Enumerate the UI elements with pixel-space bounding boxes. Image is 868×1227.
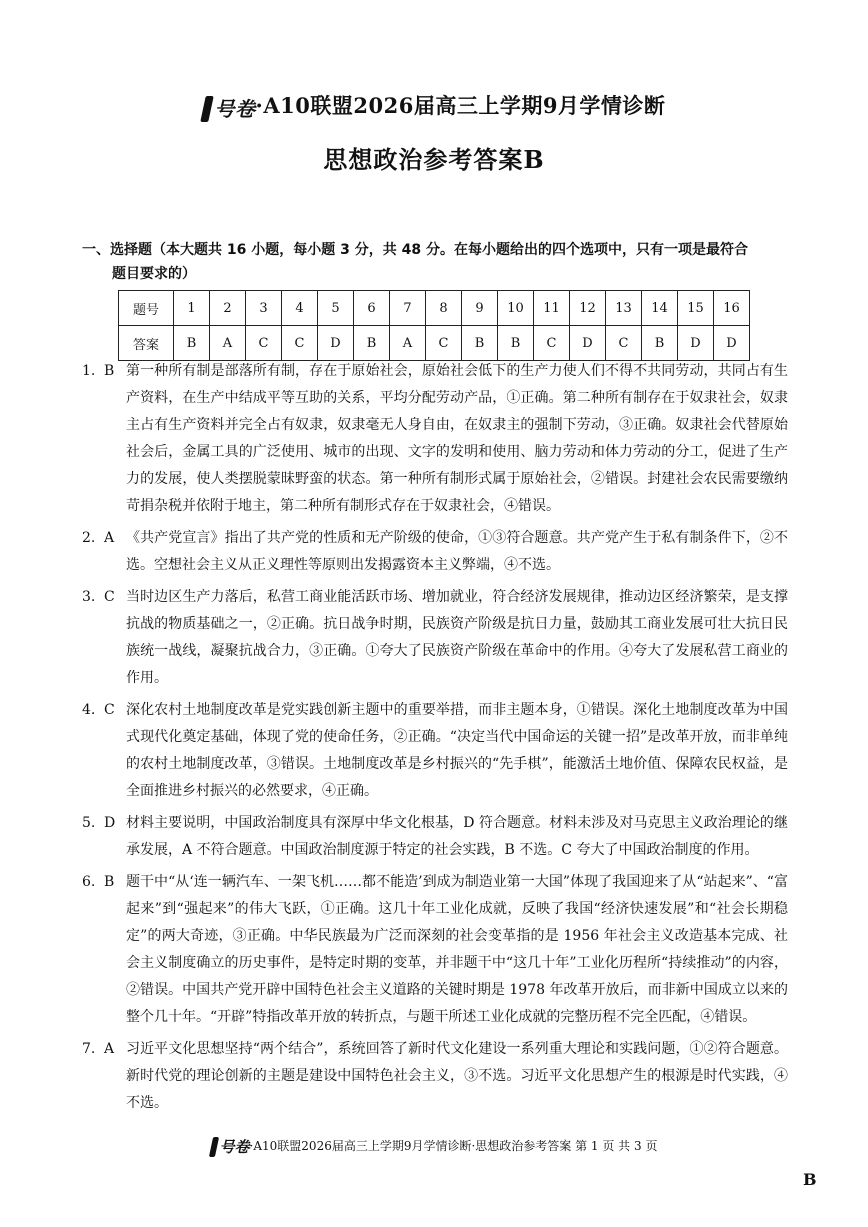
item-answer: C <box>104 702 115 718</box>
answer-cell: A <box>390 326 426 361</box>
footer-logo-text: 号卷 <box>219 1138 250 1156</box>
answer-table <box>118 290 750 361</box>
row-label-question-number: 题号 <box>119 291 174 326</box>
question-number-cell: 10 <box>498 291 534 326</box>
answer-cell: D <box>570 326 606 361</box>
item-answer: B <box>104 874 115 890</box>
item-explanation: 材料主要说明，中国政治制度具有深厚中华文化根基，D 符合题意。材料未涉及对马克思主义政治理论的继承发展，A 不符合题意。中国政治制度源于特定的社会实践，B 不选。C 夸大了中国政治制度的作用。 <box>126 815 788 858</box>
item-number: 2. <box>82 530 96 546</box>
item-answer: D <box>104 815 116 831</box>
item-answer: A <box>104 1041 115 1057</box>
answer-cell: C <box>606 326 642 361</box>
question-number-cell: 13 <box>606 291 642 326</box>
item-number: 5. <box>82 815 96 831</box>
item-explanation: 深化农村土地制度改革是党实践创新主题中的重要举措，而非主题本身，①错误。深化土地制度改革为中国式现代化奠定基础，体现了党的使命任务，②正确。“决定当代中国命运的关键一招”是改革开放，而非单纯的农村土地制度改革，③错误。土地制度改革是乡村振兴的“先手棋”，能激活土地价值、保障农民权益，是全面推进乡村振兴的必然要求，④正确。 <box>126 702 788 799</box>
question-number-cell: 5 <box>318 291 354 326</box>
explanation-list <box>82 358 788 1122</box>
answer-cell: D <box>318 326 354 361</box>
answer-cell: D <box>678 326 714 361</box>
answer-cell: B <box>174 326 210 361</box>
item-answer: B <box>104 363 115 379</box>
item-explanation: 第一种所有制是部落所有制，存在于原始社会，原始社会低下的生产力使人们不得不共同劳动，共同占有生产资料，在生产中结成平等互助的关系，平均分配劳动产品，①正确。第二种所有制存在于奴隶社会，奴隶主占有生产资料并完全占有奴隶，奴隶毫无人身自由，在奴隶主的强制下劳动，③正确。奴隶社会代替原始社会后，金属工具的广泛使用、城市的出现、文字的发明和使用、脑力劳动和体力劳动的分工，促进了生产力的发展，使人类摆脱蒙昧野蛮的状态。第一种所有制形式属于原始社会，②错误。封建社会农民需要缴纳苛捐杂税并依附于地主，第二种所有制形式存在于奴隶社会，④错误。 <box>126 363 788 514</box>
explanation-item <box>82 697 788 805</box>
footer-logo <box>211 1136 250 1157</box>
question-number-cell: 4 <box>282 291 318 326</box>
answer-cell: C <box>282 326 318 361</box>
item-number: 1. <box>82 363 96 379</box>
table-row-question-numbers <box>119 291 750 326</box>
question-number-cell: 2 <box>210 291 246 326</box>
answer-cell: B <box>462 326 498 361</box>
exam-title <box>0 90 868 122</box>
answer-cell: B <box>642 326 678 361</box>
answer-cell: C <box>534 326 570 361</box>
exam-title-text: ·A10联盟2026届高三上学期9月学情诊断 <box>255 93 666 118</box>
question-number-cell: 6 <box>354 291 390 326</box>
question-number-cell: 1 <box>174 291 210 326</box>
answer-cell: B <box>498 326 534 361</box>
version-mark: B <box>803 1170 817 1189</box>
section-heading-line2: 题目要求的） <box>112 266 196 282</box>
item-number: 6. <box>82 874 96 890</box>
logo-text: 号卷 <box>214 97 256 121</box>
question-number-cell: 12 <box>570 291 606 326</box>
answer-cell: D <box>714 326 750 361</box>
section-heading <box>82 238 792 286</box>
item-explanation: 题干中“从‘连一辆汽车、一架飞机……都不能造’到成为制造业第一大国”体现了我国迎来了从“站起来”、“富起来”到“强起来”的伟大飞跃，①正确。这几十年工业化成就，反映了我国“经济快速发展”和“社会长期稳定”的两大奇迹，③正确。中华民族最为广泛而深刻的社会变革指的是 1956 年社会主义改造基本完成、社会主义制度确立的历史事件，是特定时期的变革，并非题干中“这几十年”工业化历程所“持续推动”的内容，②错误。中国共产党开辟中国特色社会主义道路的关键时期是 1978 年改革开放后，而非新中国成立以来的整个几十年。“开辟”特指改革开放的转折点，与题干所述工业化成就的完整历程不完全匹配，④错误。 <box>126 874 788 1025</box>
item-explanation: 当时边区生产力落后，私营工商业能活跃市场、增加就业，符合经济发展规律，推动边区经济繁荣，是支撑抗战的物质基础之一，②正确。抗日战争时期，民族资产阶级是抗日力量，鼓励其工商业发展可壮大抗日民族统一战线，凝聚抗战合力，③正确。①夸大了民族资产阶级在革命中的作用。④夸大了发展私营工商业的作用。 <box>126 589 788 686</box>
item-answer: C <box>104 589 115 605</box>
question-number-cell: 15 <box>678 291 714 326</box>
explanation-item <box>82 810 788 864</box>
question-number-cell: 3 <box>246 291 282 326</box>
answer-cell: B <box>354 326 390 361</box>
explanation-item <box>82 869 788 1031</box>
footer-logo-bar-mark <box>208 1137 218 1157</box>
question-number-cell: 7 <box>390 291 426 326</box>
explanation-item <box>82 358 788 520</box>
item-number: 3. <box>82 589 96 605</box>
brand-logo <box>203 93 256 122</box>
page-footer <box>0 1136 868 1157</box>
question-number-cell: 9 <box>462 291 498 326</box>
answer-cell: A <box>210 326 246 361</box>
section-heading-line1: 一、选择题（本大题共 16 小题，每小题 3 分，共 48 分。在每小题给出的四个选项中，只有一项是最符合 <box>82 242 748 258</box>
explanation-item <box>82 1036 788 1117</box>
logo-bar-mark <box>200 96 214 122</box>
question-number-cell: 14 <box>642 291 678 326</box>
answer-cell: C <box>246 326 282 361</box>
row-label-answer: 答案 <box>119 326 174 361</box>
answer-cell: C <box>426 326 462 361</box>
document-subtitle: 思想政治参考答案B <box>323 145 545 174</box>
table-row-answers <box>119 326 750 361</box>
item-explanation: 习近平文化思想坚持“两个结合”，系统回答了新时代文化建设一系列重大理论和实践问题，①②符合题意。新时代党的理论创新的主题是建设中国特色社会主义，③不选。习近平文化思想产生的根源是时代实践，④不选。 <box>126 1041 788 1111</box>
item-number: 7. <box>82 1041 96 1057</box>
explanation-item <box>82 584 788 692</box>
footer-text: ·A10联盟2026届高三上学期9月学情诊断·思想政治参考答案 第 1 页 共 3 页 <box>249 1139 658 1153</box>
explanation-item <box>82 525 788 579</box>
question-number-cell: 16 <box>714 291 750 326</box>
item-explanation: 《共产党宣言》指出了共产党的性质和无产阶级的使命，①③符合题意。共产党产生于私有制条件下，②不选。空想社会主义从正义理性等原则出发揭露资本主义弊端，④不选。 <box>126 530 788 573</box>
item-answer: A <box>104 530 115 546</box>
question-number-cell: 11 <box>534 291 570 326</box>
question-number-cell: 8 <box>426 291 462 326</box>
item-number: 4. <box>82 702 96 718</box>
